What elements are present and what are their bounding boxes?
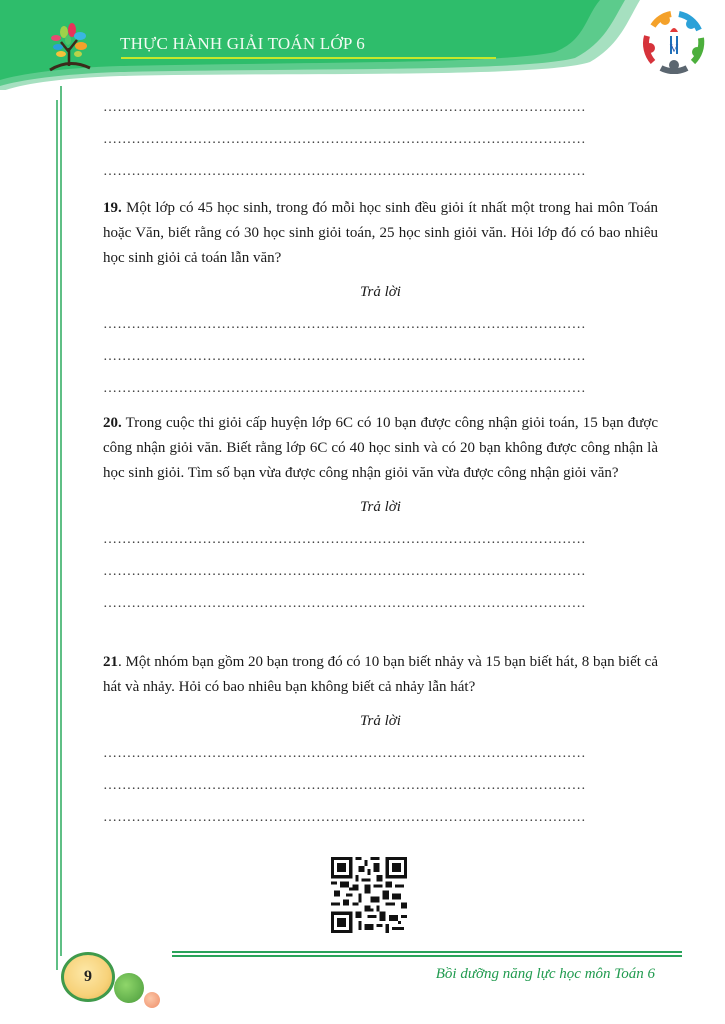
- footer-subtitle: Bồi dưỡng năng lực học môn Toán 6: [435, 966, 655, 982]
- answer-line[interactable]: …………………………………………………………………………………………: [103, 532, 586, 547]
- decorative-peach-circle-icon: [144, 992, 160, 1008]
- school-circle-people-logo-icon: [641, 8, 707, 74]
- problem-19: [103, 196, 658, 271]
- answer-line[interactable]: …………………………………………………………………………………………: [103, 778, 586, 793]
- answer-line[interactable]: …………………………………………………………………………………………: [103, 564, 586, 579]
- answer-line[interactable]: …………………………………………………………………………………………: [103, 100, 586, 115]
- answer-label: Trả lời: [360, 713, 401, 729]
- answer-label: Trả lời: [360, 284, 401, 300]
- footer-rule: [172, 955, 682, 957]
- answer-line[interactable]: …………………………………………………………………………………………: [103, 164, 586, 179]
- worksheet-content: [103, 92, 658, 834]
- problem-number: 21: [103, 654, 118, 670]
- footer-rule: [172, 951, 682, 953]
- spacer: [103, 620, 658, 642]
- tree-logo-icon: [44, 20, 94, 72]
- header-title: THỰC HÀNH GIẢI TOÁN LỚP 6: [120, 34, 366, 53]
- answer-line[interactable]: …………………………………………………………………………………………: [103, 349, 586, 364]
- header-underline: [121, 57, 496, 59]
- qr-code-icon[interactable]: [331, 857, 407, 933]
- answer-label: Trả lời: [360, 499, 401, 515]
- page-number: 9: [84, 968, 92, 985]
- left-margin-rule: [60, 86, 62, 956]
- answer-line[interactable]: …………………………………………………………………………………………: [103, 596, 586, 611]
- problem-text: Trong cuộc thi giỏi cấp huyện lớp 6C có 10 bạn được công nhận giỏi toán, 15 bạn được công nhận giỏi văn. Biết rằng lớp 6C có 40 học sinh và có 20 bạn không được công nhận là học sinh giỏi. Tìm số bạn vừa được công nhận giỏi văn vừa được công nhận giỏi văn?: [103, 415, 658, 481]
- problem-20: [103, 411, 658, 486]
- answer-line[interactable]: …………………………………………………………………………………………: [103, 317, 586, 332]
- problem-number: 19.: [103, 200, 122, 216]
- problem-text: . Một nhóm bạn gồm 20 bạn trong đó có 10 bạn biết nhảy và 15 bạn biết hát, 8 bạn biết cả hát và nhảy. Hỏi có bao nhiêu bạn không biết cả nhảy lẫn hát?: [103, 654, 658, 695]
- answer-line[interactable]: …………………………………………………………………………………………: [103, 810, 586, 825]
- answer-line[interactable]: …………………………………………………………………………………………: [103, 381, 586, 396]
- problem-text: Một lớp có 45 học sinh, trong đó mỗi học sinh đều giỏi ít nhất một trong hai môn Toán hoặc Văn, biết rằng có 30 học sinh giỏi toán, 25 học sinh giỏi văn. Hỏi lớp đó có bao nhiêu học sinh giỏi cả toán lẫn văn?: [103, 200, 658, 266]
- svg-text:V: V: [669, 41, 679, 55]
- answer-line[interactable]: …………………………………………………………………………………………: [103, 132, 586, 147]
- problem-number: 20.: [103, 415, 122, 431]
- problem-21: [103, 650, 658, 700]
- decorative-green-circle-icon: [114, 973, 144, 1003]
- page-number-badge: [61, 952, 115, 1002]
- answer-line[interactable]: …………………………………………………………………………………………: [103, 746, 586, 761]
- left-margin-rule: [56, 100, 58, 970]
